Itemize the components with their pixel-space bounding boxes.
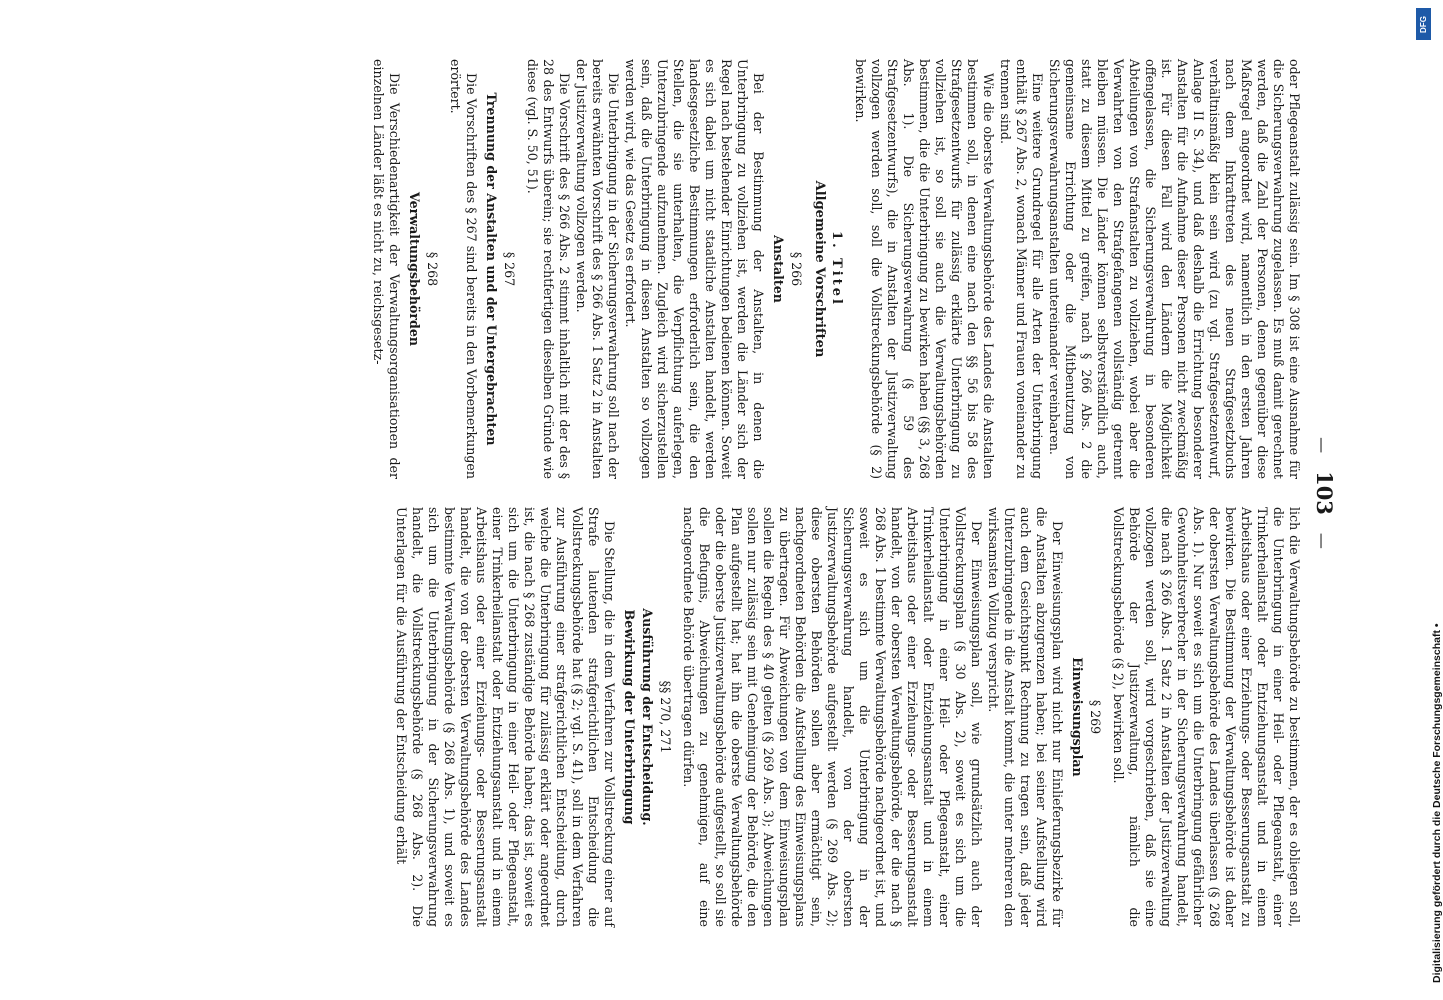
paragraph-number-268: § 268 xyxy=(425,251,440,287)
header-dash-left: — xyxy=(1313,437,1332,454)
paragraph-number-270-271: §§ 270, 271 xyxy=(658,680,673,754)
paragraph: Wie die oberste Verwaltungsbehörde des Landes die Anstalten bestimmen soll, in denen eine nach den §§ 56 bis 58 des Strafgesetzentwurfs für zulässig erklärte Unterbringung zu vollziehen ist, so soll sie auch die Verwaltungsbehörden bestimmen, die die Unterbringung zu bewirken haben (§§ 3, 268 Abs. 1). Die Sicherungsverwahrung (§ 59 des Strafgesetzentwurfs), die in Anstalten der Justizverwaltung vollzogen werden soll, soll die Vollstreckungsbehörde (§ 2) bewirken. xyxy=(853,59,996,479)
paragraph: oder Pflegeanstalt zulässig sein. Im § 308 ist eine Ausnahme für die Sicherungsverwahrung zugelassen. Es muß damit gerechnet werden, daß die Zahl der Personen, denen gegenüber diese Maßregel angeordnet wird, namentlich in den ersten Jahren nach dem Inkrafttreten des neuen Strafgesetzbuchs verhältnismäßig klein sein wird (zu vgl. Strafgesetzentwurf, Anlage II S. 34), und daß deshalb die Errichtung besonderer Anstalten für die Aufnahme dieser Personen nicht zweckmäßig ist. Für diesen Fall wird den Ländern die Möglichkeit offengelassen, die Sicherungsverwahrung in besonderen Abteilungen von Strafanstalten zu vollziehen, wobei aber die Verwahrten von den Strafgefangenen vollständig getrennt bleiben müssen. Die Länder können selbstverständlich auch, statt zu diesem Mittel zu greifen, nach § 266 Abs. 2 die gemeinsame Errichtung oder die Mitbenutzung von Sicherungsverwahrungsanstalten untereinander vereinbaren. xyxy=(1047,59,1302,479)
running-head xyxy=(1312,59,1337,927)
paragraph: Eine weitere Grundregel für alle Arten der Unterbringung enthält § 267 Abs. 2, wonach Männer und Frauen voneinander zu trennen sind. xyxy=(998,59,1045,479)
paragraph: Die Verschiedenartigkeit der Verwaltungsorganisationen der einzelnen Länder läßt es nicht zu, reichsgesetz- xyxy=(371,59,402,479)
paragraph-number-267: § 267 xyxy=(502,251,517,287)
text-columns xyxy=(369,59,1302,927)
paragraph-heading-266: Anstalten xyxy=(771,235,786,303)
digitization-note xyxy=(1411,8,1443,993)
paragraph-heading-270-a: Ausführung der Entscheidung. xyxy=(640,608,655,826)
section-subtitle: Allgemeine Vorschriften xyxy=(812,180,827,358)
paragraph: Die Vorschrift des § 266 Abs. 2 stimmt inhaltlich mit der des § 28 des Entwurfs überein; sie rechtfertigen dieselben Gründe wie diese (vgl. S. 50, 51). xyxy=(525,59,572,479)
paragraph-number-266: § 266 xyxy=(789,251,804,287)
paragraph-heading-267: Trennung der Anstalten und der Untergebrachten xyxy=(484,92,499,446)
header-dash-right: — xyxy=(1313,532,1332,549)
scanned-page xyxy=(97,35,1345,951)
paragraph: Die Unterbringung in der Sicherungsverwahrung soll nach der bereits erwähnten Vorschrift des § 266 Abs. 1 Satz 2 in Anstalten der Justizverwaltung vollzogen werden. xyxy=(574,59,621,479)
right-column xyxy=(369,507,1302,927)
paragraph-number-269: § 269 xyxy=(1088,699,1103,735)
paragraph: Bei der Bestimmung der Anstalten, in denen die Unterbringung zu vollziehen ist, werden die Länder sich der Regel nach bestehender Einrichtungen bedienen können. Soweit es sich dabei um nicht staatliche Anstalten handelt, werden landesgesetzliche Bestimmungen erforderlich sein, die den Stellen, die sie unterhalten, die Verpflichtung auferlegen, Unterzubringende aufzunehmen. Zugleich wird sicherzustellen sein, daß die Unterbringung in diesen Anstalten so vollzogen werden wird, wie das Gesetz es erfordert. xyxy=(623,59,766,479)
dfg-logo-text: DFG xyxy=(1419,15,1429,33)
paragraph-heading-268: Verwaltungsbehörden xyxy=(407,191,422,347)
page-number: 103 xyxy=(1312,471,1337,515)
paragraph: Der Einweisungsplan soll, wie grundsätzlich auch der Vollstreckungsplan (§ 30 Abs. 2), soweit es sich um die Unterbringung in einer Heil- oder Pflegeanstalt, einer Trinkerheilanstalt oder Entziehungsanstalt und in einem Arbeitshaus oder einer Erziehungs- oder Besserungsanstalt handelt, von der obersten Verwaltungsbehörde, der die nach § 268 Abs. 1 bestimmte Verwaltungsbehörde nachgeordnet ist, und soweit es sich um die Unterbringung in der Sicherungsverwahrung handelt, von der obersten Justizverwaltungsbehörde aufgestellt werden (§ 269 Abs. 2); diese obersten Behörden sollen aber ermächtigt sein, nachgeordneten Behörden die Aufstellung des Einweisungsplans zu übertragen. Für Abweichungen von dem Einweisungsplan sollen die Regeln des § 40 gelten (§ 269 Abs. 3); Abweichungen sollen nur zulässig sein mit Genehmigung der Behörde, die den Plan aufgestellt hat; hat ihn die oberste Verwaltungsbehörde oder die oberste Justizverwaltungsbehörde aufgestellt, so soll sie die Befugnis, Abweichungen zu genehmigen, auf eine nachgeordnete Behörde übertragen dürfen. xyxy=(681,507,984,927)
paragraph-heading-270-b: Bewirkung der Unterbringung xyxy=(622,609,637,825)
section-title: 1. Titel xyxy=(829,231,844,307)
dfg-funding-text: Digitalisierung gefördert durch die Deutsche Forschungsgemeinschaft • xyxy=(1431,623,1443,983)
paragraph-heading-269: Einweisungsplan xyxy=(1070,657,1085,777)
dfg-logo xyxy=(1416,8,1431,40)
paragraph: Der Einweisungsplan wird nicht nur Einlieferungsbezirke für die Anstalten abzugrenzen haben; bei seiner Aufstellung wird auch dem Gesichtspunkt Rechnung zu tragen sein, daß jeder Unterzubringende in die Anstalt kommt, die unter mehreren den wirksamsten Vollzug verspricht. xyxy=(986,507,1065,927)
left-column xyxy=(369,59,1302,479)
paragraph: Die Vorschriften des § 267 sind bereits in den Vorbemerkungen erörtert. xyxy=(448,59,479,479)
paragraph: lich die Verwaltungsbehörde zu bestimmen, der es obliegen soll, die Unterbringung in einer Heil- oder Pflegeanstalt, einer Trinkerheilanstalt oder Entziehungsanstalt und in einem Arbeitshaus oder einer Erziehungs- oder Besserungsanstalt zu bewirken. Die Bestimmung der Verwaltungsbehörde ist daher der obersten Verwaltungsbehörde des Landes überlassen (§ 268 Abs. 1). Nur soweit es sich um die Unterbringung gefährlicher Gewohnheitsverbrecher in der Sicherungsverwahrung handelt, die nach § 266 Abs. 1 Satz 2 in Anstalten der Justizverwaltung vollzogen werden soll, wird vorgeschrieben, daß sie eine Behörde der Justizverwaltung, nämlich die Vollstreckungsbehörde (§ 2), bewirken soll. xyxy=(1111,507,1302,927)
paragraph: Die Stellung, die in dem Verfahren zur Vollstreckung einer auf Strafe lautenden strafgerichtlichen Entscheidung die Vollstreckungsbehörde hat (§ 2; vgl. S. 41), soll in dem Verfahren zur Ausführung einer strafgerichtlichen Entscheidung, durch welche die Unterbringung für zulässig erklärt oder angeordnet ist, die nach § 268 zuständige Behörde haben; das ist, soweit es sich um die Unterbringung in einer Heil- oder Pflegeanstalt, einer Trinkerheilanstalt oder Entziehungsanstalt und in einem Arbeitshaus oder einer Erziehungs- oder Besserungsanstalt handelt, die von der obersten Verwaltungsbehörde des Landes bestimmte Verwaltungsbehörde (§ 268 Abs. 1), und soweit es sich um die Unterbringung in der Sicherungsverwahrung handelt, die Vollstreckungsbehörde (§ 268 Abs. 2). Die Unterlagen für die Ausführung der Entscheidung erhält xyxy=(394,507,617,927)
